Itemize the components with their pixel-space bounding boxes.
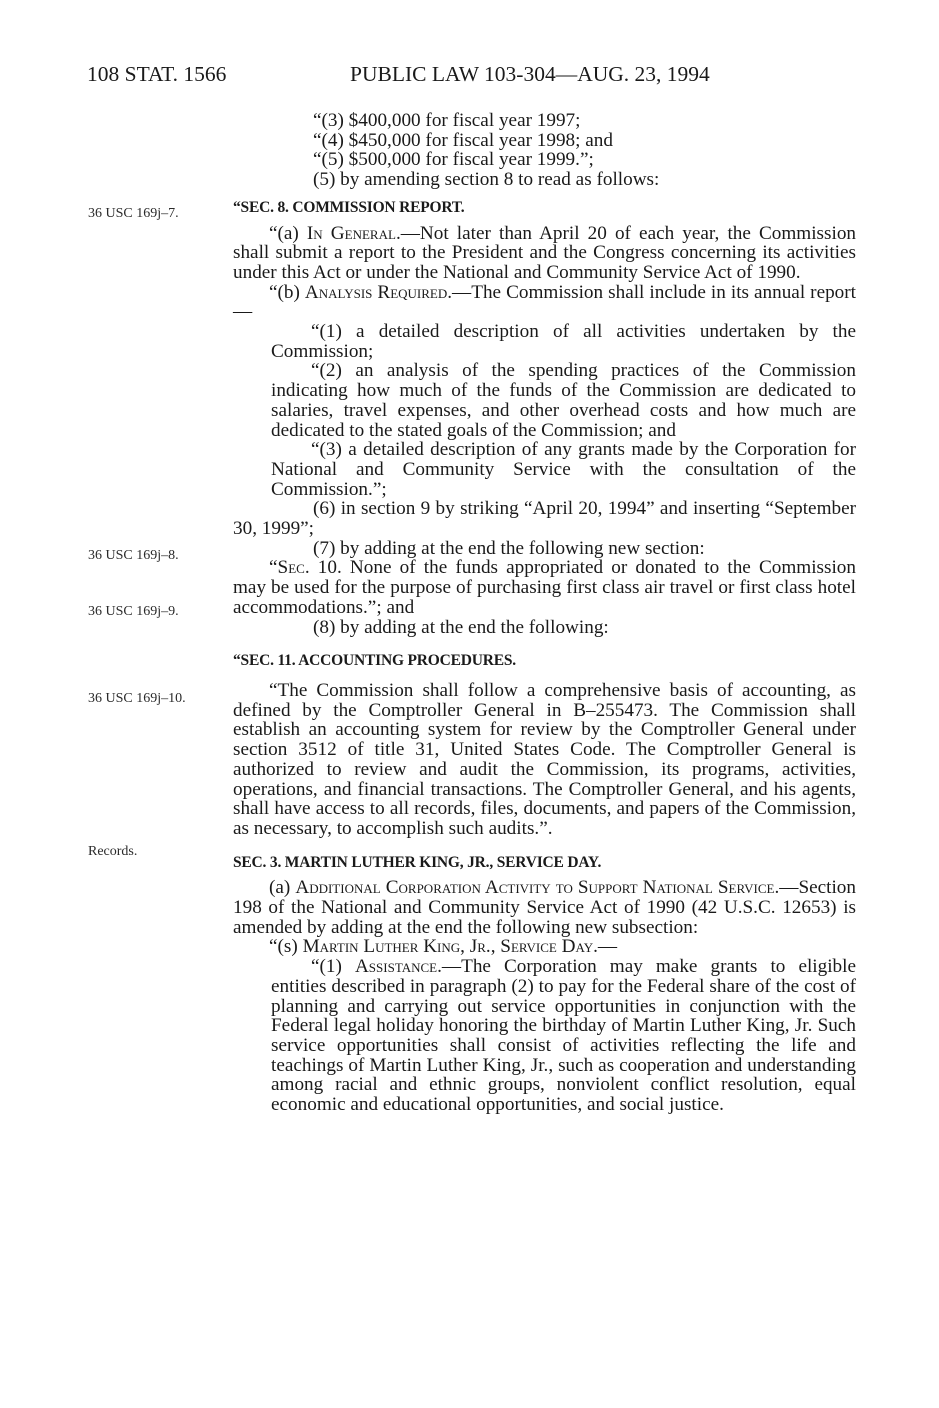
statute-citation: 108 STAT. 1566 (87, 62, 227, 86)
subsection-b-text: .—The Commission shall include in its annual report— (233, 281, 856, 323)
section-10-text: . 10. None of the funds appropriated or donated to the Commission may be used for the purpose of purchasing first class air travel or first class hotel accommodations.”; and (233, 557, 856, 618)
public-law-title: PUBLIC LAW 103-304—AUG. 23, 1994 (350, 62, 710, 86)
paragraph-s1-text: .—The Corporation may make grants to eligible entities described in paragraph (2) to pay for the Federal share of the cost of planning and carrying out service opportunities in conjunction with the Federal legal holiday honoring the birthday of Martin Luther King, Jr. Such service opportunities shall consist of activities reflecting the life and teachings of Martin Luther King, Jr., such as cooperation and understanding among racial and ethnic groups, nonviolent conflict resolution, equal economic and educational opportunities, and social justice. (271, 956, 856, 1116)
margin-note-records: Records. (88, 844, 138, 859)
paragraph-b1: “(1) a detailed description of all activities undertaken by the Commission; (271, 321, 856, 362)
paragraph-fy1998: “(4) $450,000 for fiscal year 1998; and (313, 129, 613, 151)
paragraph-b3: “(3) a detailed description of any grants made by the Corporation for National and Community Service with the consultation of the Commission.”; (271, 439, 856, 500)
section-3-a-text: .—Section 198 of the National and Community Service Act of 1990 (42 U.S.C. 12653) is amended by adding at the end the following new subsection: (233, 877, 856, 938)
subsection-a-prefix: “(a) (269, 222, 299, 244)
margin-note-169j-10: 36 USC 169j–10. (88, 691, 186, 706)
margin-note-169j-7: 36 USC 169j–7. (88, 206, 179, 221)
section-10-label: Sec (277, 557, 305, 579)
paragraph-6: (6) in section 9 by striking “April 20, 1994” and inserting “September 30, 1999”; (233, 498, 856, 540)
subsection-s (233, 937, 856, 957)
subsection-b (233, 283, 856, 322)
section-8-heading: “SEC. 8. COMMISSION REPORT. (233, 198, 465, 216)
paragraph-amend-section-8: (5) by amending section 8 to read as follows: (313, 169, 660, 191)
paragraph-s1-heading: Assistance (354, 956, 438, 978)
paragraph-b2: “(2) an analysis of the spending practices of the Commission indicating how much of the funds of the Commission are dedicated to salaries, travel expenses, and other overhead costs and how much are dedicated to the stated goals of the Commission; and (271, 360, 856, 441)
subsection-s-prefix: “(s) (269, 936, 298, 958)
section-3-a-heading: Additional Corporation Activity to Support National Service (295, 877, 775, 899)
subsection-a-heading: In General (306, 222, 396, 244)
document-body (233, 111, 856, 1115)
section-11-heading: “SEC. 11. ACCOUNTING PROCEDURES. (233, 652, 516, 670)
paragraph-8: (8) by adding at the end the following: (313, 616, 609, 638)
subsection-a-text: .—Not later than April 20 of each year, the Commission shall submit a report to the President and the Congress concerning its activities under this Act or under the National and Community Service Act of 1990. (233, 222, 857, 283)
paragraph-7: (7) by adding at the end the following new section: (313, 537, 705, 559)
margin-note-169j-8: 36 USC 169j–8. (88, 548, 179, 563)
subsection-s-text: .— (593, 936, 618, 958)
paragraph-s1-prefix: “(1) (311, 956, 342, 978)
subsection-b-heading: Analysis Required (304, 281, 448, 303)
page-header (87, 62, 847, 92)
paragraph-fy1997: “(3) $400,000 for fiscal year 1997; (313, 110, 581, 131)
section-10 (233, 558, 856, 617)
section-10-quote: “ (269, 557, 278, 579)
margin-note-169j-9: 36 USC 169j–9. (88, 604, 179, 619)
section-3-a-prefix: (a) (269, 877, 291, 899)
subsection-b-prefix: “(b) (269, 281, 300, 303)
subsection-s-heading: Martin Luther King, Jr., Service Day (302, 936, 594, 958)
paragraph-fy1999: “(5) $500,000 for fiscal year 1999.”; (313, 149, 594, 171)
subsection-a (233, 224, 856, 283)
section-3-heading: SEC. 3. MARTIN LUTHER KING, JR., SERVICE DAY. (233, 853, 602, 871)
paragraph-s1 (233, 957, 856, 1115)
section-3-subsection-a (233, 878, 856, 937)
section-11-text: “The Commission shall follow a comprehensive basis of accounting, as defined by the Comptroller General in B–255473. The Commission shall establish an accounting system for review by the Comptroller General under section 3512 of title 31, United States Code. The Comptroller General is authorized to review and audit the Commission, its programs, activities, operations, and financial transactions. The Comptroller General, and his agents, shall have access to all records, files, documents, and papers of the Commission, as necessary, to accomplish such audits.”. (233, 679, 856, 839)
